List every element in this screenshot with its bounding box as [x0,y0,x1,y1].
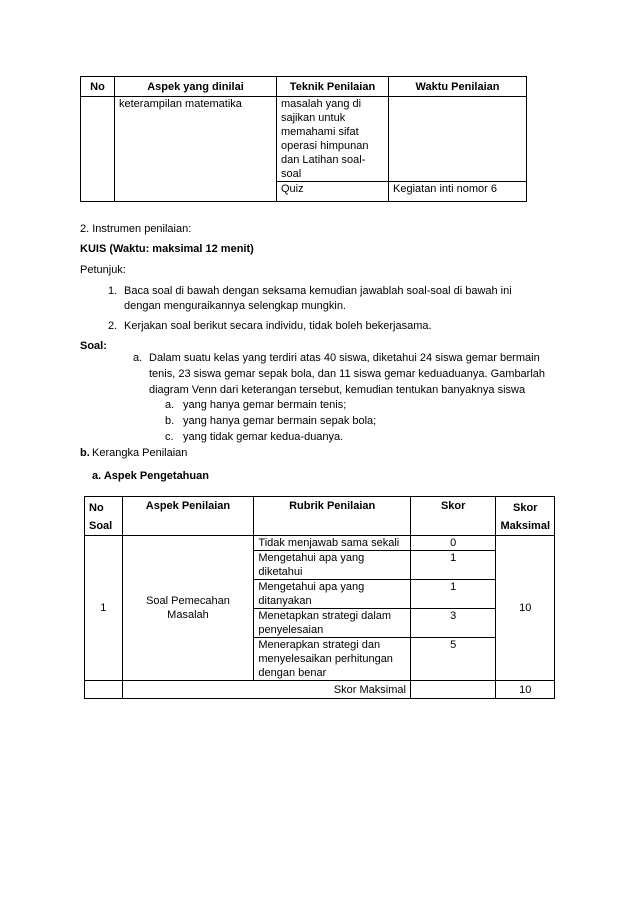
row1-teknik: masalah yang di sajikan untuk memahami sifat operasi himpunan dan Latihan soal-soal [277,97,389,182]
soal-line-1: Dalam suatu kelas yang terdiri atas 40 siswa, diketahui 24 siswa gemar bermain [149,352,540,364]
aspek-value: Soal Pemecahan Masalah [122,536,254,681]
col-waktu: Waktu Penilaian [389,77,527,97]
col-aspek: Aspek yang dinilai [115,77,277,97]
kuis-title: KUIS (Waktu: maksimal 12 menit) [80,243,254,255]
soal-num: a. [133,352,143,364]
col-teknik: Teknik Penilaian [277,77,389,97]
aspek-pengetahuan-heading: a. Aspek Pengetahuan [92,470,209,482]
sub-item-a-num: a. [165,399,175,411]
col-aspek-penilaian: Aspek Penilaian [122,497,254,536]
total-label: Skor Maksimal [122,681,410,699]
rubrik-item: Menerapkan strategi dan menyelesaikan perhitungan dengan benar [254,638,411,681]
total-blank-skor [410,681,496,699]
col-skor: Skor [410,497,496,536]
rubrik-skor: 1 [410,551,496,580]
soal-line-2: tenis, 23 siswa gemar sepak bola, dan 11 siswa gemar keduaduanya. Gambarlah [149,368,546,380]
row1-aspek: keterampilan matematika [115,97,277,202]
row2-teknik: Quiz [277,182,389,202]
sub-item-b-text: yang hanya gemar bermain sepak bola; [183,415,377,427]
step-1-text: Baca soal di bawah dengan seksama kemudian jawablah soal-soal di bawah ini dengan menguraikannya selengkap mungkin. [124,285,512,312]
instrumen-heading: 2. Instrumen penilaian: [80,223,192,235]
row2-waktu: Kegiatan inti nomor 6 [389,182,527,202]
rubrik-skor: 3 [410,609,496,638]
row1-no [81,97,115,202]
col-no-soal: No Soal [85,497,123,536]
sub-item-c-num: c. [165,431,174,443]
skor-maks-value: 10 [496,536,555,681]
rubrik-item: Menetapkan strategi dalam penyelesaian [254,609,411,638]
rubrik-item: Mengetahui apa yang diketahui [254,551,411,580]
kerangka-heading: Kerangka Penilaian [92,447,188,459]
rubrik-item: Tidak menjawab sama sekali [254,536,411,551]
assessment-technique-table [80,76,527,202]
row1-waktu [389,97,527,182]
rubrik-skor: 0 [410,536,496,551]
soal-label: Soal: [80,340,107,352]
step-2-num: 2. [108,320,118,332]
col-rubrik: Rubrik Penilaian [254,497,411,536]
petunjuk-label: Petunjuk: [80,264,126,276]
col-skor-maks: Skor Maksimal [496,497,555,536]
sub-item-c-text: yang tidak gemar kedua-duanya. [183,431,344,443]
rubrik-skor: 5 [410,638,496,681]
soal-line-3: diagram Venn dari keterangan tersebut, kemudian tentukan banyaknya siswa [149,384,526,396]
rubric-table [84,496,555,699]
step-2-text: Kerjakan soal berikut secara individu, tidak boleh bekerjasama. [124,320,432,332]
sub-item-b-num: b. [165,415,175,427]
kerangka-num: b. [80,447,90,459]
col-no: No [81,77,115,97]
soal-number: 1 [85,536,123,681]
total-value: 10 [496,681,555,699]
step-1-num: 1. [108,285,118,297]
rubrik-item: Mengetahui apa yang ditanyakan [254,580,411,609]
total-blank [85,681,123,699]
rubrik-skor: 1 [410,580,496,609]
sub-item-a-text: yang hanya gemar bermain tenis; [183,399,347,411]
